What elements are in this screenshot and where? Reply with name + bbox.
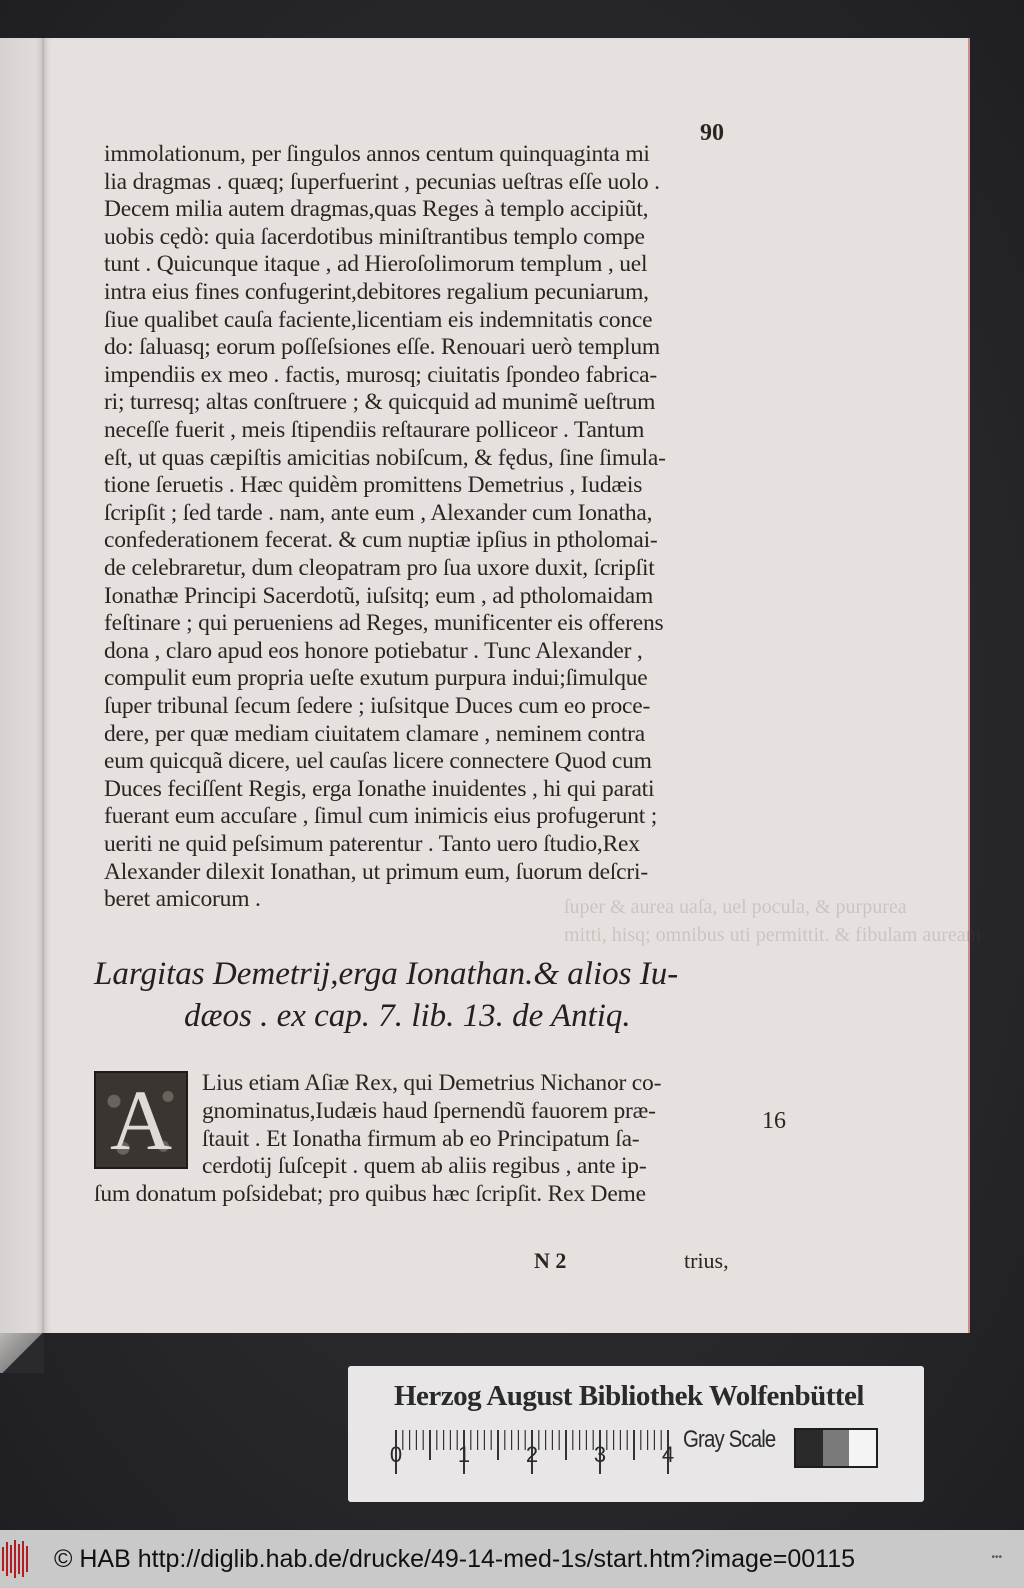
footer-bar [0,1530,1024,1588]
initial-letter: A [109,1072,173,1168]
heading-line-2: dæos . ex cap. 7. lib. 13. de Antiq. [184,998,631,1034]
swatch-white [849,1430,876,1466]
text-line: impendiis ex meo . factis, murosq; ciuitatis ſpondeo fabrica- [104,361,657,388]
facing-page-shadow [0,1333,44,1373]
gray-scale-swatches [794,1428,878,1468]
hab-logo-icon [2,1540,28,1578]
text-line: compulit eum propria ueſte exutum purpura indui;ſimulque [104,665,648,692]
bleed-through-text: mitti, hisq; omnibus uti permittit. & fibulam auream [564,924,982,946]
catchword: trius, [684,1248,729,1273]
section-text-line: gnominatus,Iudæis haud ſpernendũ fauorem præ- [202,1097,656,1124]
section-text-line: Lius etiam Aſiæ Rex, qui Demetrius Nichanor co- [202,1070,662,1096]
swatch-black [796,1430,823,1466]
ruler-label-2: 2 [525,1442,539,1467]
ruler-label-4: 4 [661,1442,675,1467]
text-line: beret amicorum . [104,886,261,913]
text-line: ſuper tribunal ſecum ſedere ; iuſsitque Duces cum eo proce- [104,693,651,719]
margin-number: 16 [762,1108,786,1134]
decorated-initial [94,1071,188,1169]
bleed-through-text: ſuper & aurea uaſa, uel pocula, & purpurea [564,896,907,918]
text-line: Ionathæ Principi Sacerdotũ, iuſsitq; eum , ad ptholomaidam [104,582,654,609]
heading-line-1: Largitas Demetrij,erga Ionathan.& alios Iu- [94,956,679,992]
text-line: ri; turresq; altas conſtruere ; & quicquid ad munimẽ ueſtrum [104,389,656,416]
gray-scale-label: Gray Scale [683,1426,776,1453]
text-line: ſiue qualibet cauſa faciente,licentiam eis indemnitatis conce [104,306,653,333]
text-line: dere, per quæ mediam ciuitatem clamare , neminem contra [104,720,646,747]
text-line: neceſſe fuerit , meis ſtipendiis reſtaurare polliceor . Tantum [104,417,645,443]
text-line: Duces feciſſent Regis, erga Ionathe inuidentes , hi qui parati [104,775,655,802]
signature-mark: N 2 [534,1248,567,1273]
text-line: do: ſaluasq; eorum poſſeſsiones eſſe. Renouari uerò templum [104,334,660,361]
book-page [44,38,982,1333]
section-text-line: cerdotij ſuſcepit . quem ab aliis regibus , ante ip- [202,1153,647,1180]
swatch-gray [823,1430,850,1466]
permalink-url[interactable]: © HAB http://diglib.hab.de/drucke/49-14-med-1s/start.htm?image=00115 [54,1544,856,1573]
section-text-line: ſtauit . Et Ionatha firmum ab eo Principatum ſa- [202,1125,640,1152]
ruler-label-3: 3 [593,1442,607,1467]
text-line: fuerant eum accuſare , ſimul cum inimicis eius profugerunt ; [104,803,658,830]
color-scale-card [348,1366,924,1502]
page-number: 90 [700,120,724,146]
text-line: tunt . Quicunque itaque , ad Hieroſolimorum templum , uel [104,251,648,278]
text-line: uobis cędò: quia ſacerdotibus miniſtrantibus templo compe [104,223,645,250]
library-name: Herzog August Bibliothek Wolfenbüttel [394,1380,864,1412]
text-line: de celebraretur, dum cleopatram pro ſua uxore duxit, ſcripſit [104,555,655,581]
text-line: immolationum, per ſingulos annos centum quinquaginta mi [104,141,650,167]
text-line: intra eius fines confugerint,debitores regalium pecuniarum, [104,279,649,305]
text-line: Decem milia autem dragmas,quas Reges à templo accipiũt, [104,196,649,223]
facing-page-edge [0,38,44,1333]
text-line: tione ſeruetis . Hæc quidèm promittens Demetrius , Iudæis [104,472,643,499]
section-text-line: ſum donatum poſsidebat; pro quibus hæc ſcripſit. Rex Deme [94,1181,646,1208]
text-line: lia dragmas . quæq; ſuperfuerint , pecunias ueſtras eſſe uolo . [104,168,660,195]
more-options-icon[interactable]: ••• [991,1552,1002,1563]
text-line: ueriti ne quid peſsimum paterentur . Tanto uero ſtudio,Rex [104,831,640,857]
text-line: feſtinare ; qui perueniens ad Reges, munificenter eis offerens [104,610,664,637]
ruler-label-0: 0 [389,1442,403,1467]
text-line: eſt, ut quas cæpiſtis amicitias nobiſcum, & fędus, ſine ſimula- [104,444,666,471]
text-line: eum quicquã dicere, uel cauſas licere connectere Quod cum [104,748,652,775]
text-line: confederationem fecerat. & cum nuptiæ ipſius in ptholomai- [104,527,658,554]
ruler-label-1: 1 [457,1442,471,1467]
text-line: Alexander dilexit Ionathan, ut primum eum, ſuorum deſcri- [104,858,648,885]
text-line: dona , claro apud eos honore potiebatur . Tunc Alexander , [104,637,643,664]
text-line: ſcripſit ; ſed tarde . nam, ante eum , Alexander cum Ionatha, [104,499,653,526]
